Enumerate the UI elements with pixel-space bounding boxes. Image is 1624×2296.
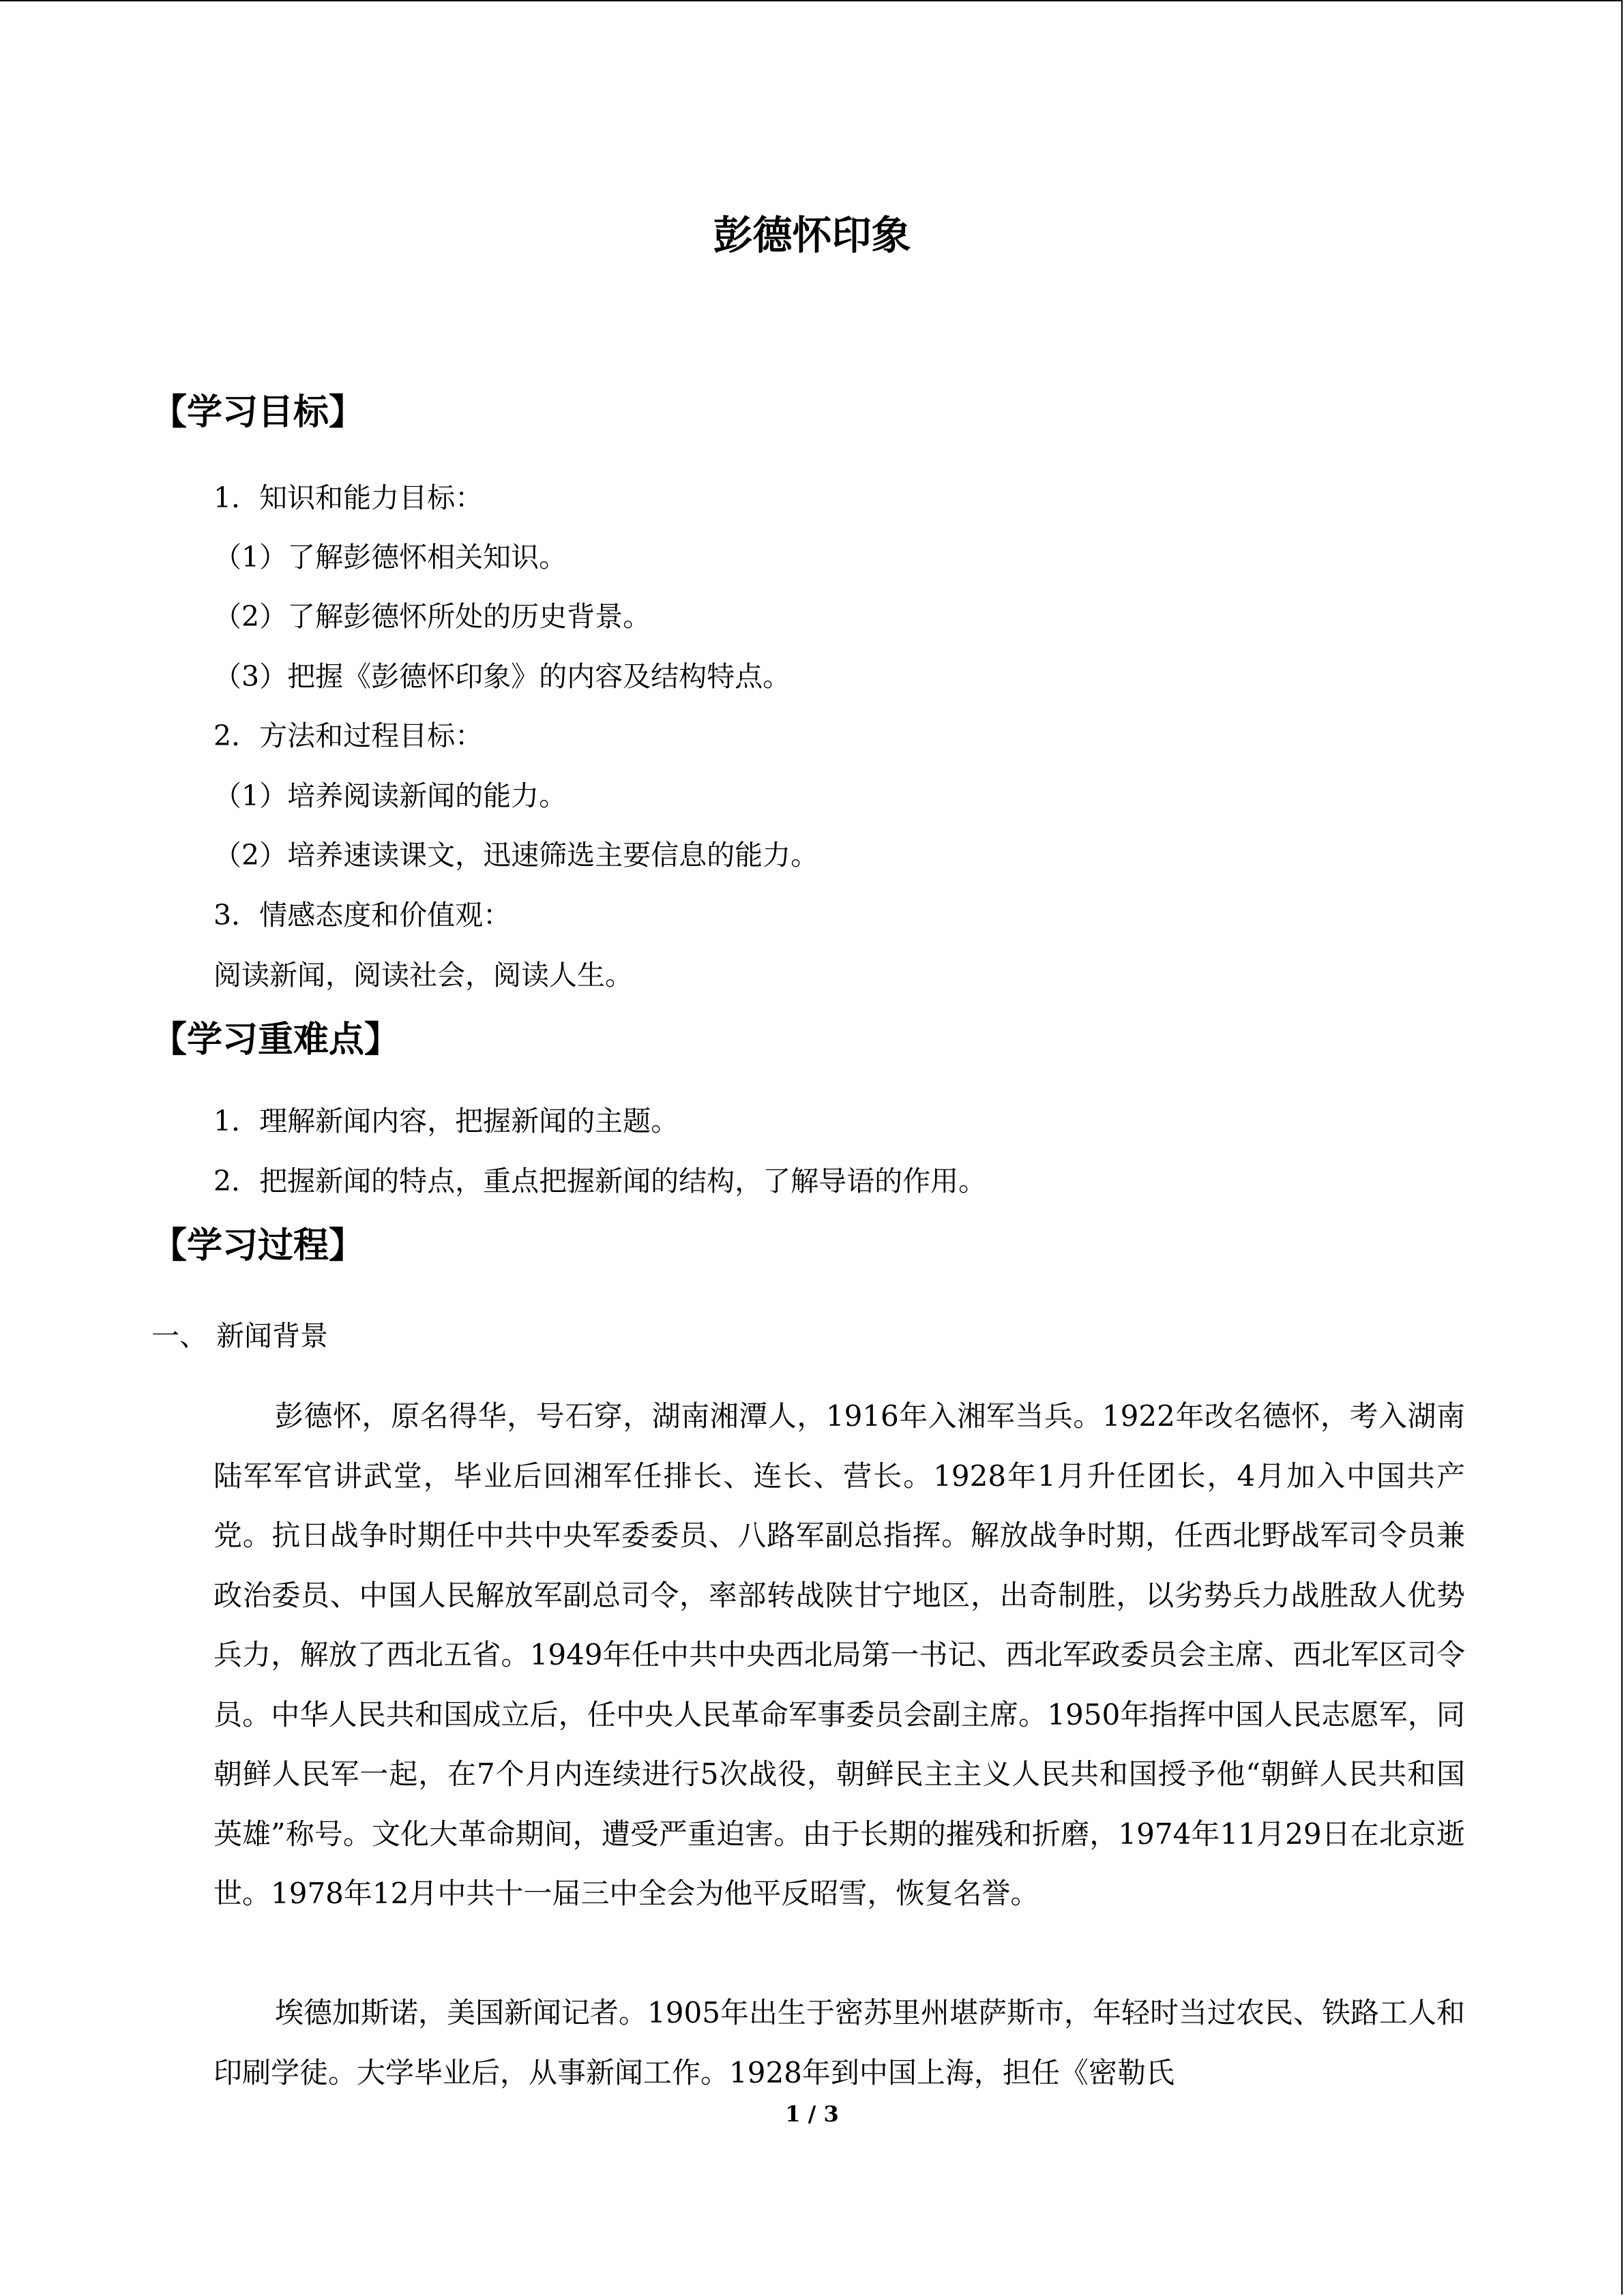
paragraph-peng-dehuai: 彭德怀，原名得华，号石穿，湖南湘潭人，1916年入湘军当兵。1922年改名德怀，考入湖南陆军军官讲武堂，毕业后回湘军任排长、连长、营长。1928年1月升任团长，4月加入中国共产党。抗日战争时期任中共中央军委委员、八路军副总指挥。解放战争时期，任西北野战军司令员兼政治委员、中国人民解放军副总司令，率部转战陕甘宁地区，出奇制胜，以劣势兵力战胜敌人优势兵力，解放了西北五省。1949年任中共中央西北局第一书记、西北军政委员会主席、西北军区司令员。中华人民共和国成立后，任中央人民革命军事委员会副主席。1950年指挥中国人民志愿军，同朝鲜人民军一起，在7个月内连续进行5次战役，朝鲜民主主义人民共和国授予他“朝鲜人民共和国英雄”称号。文化大革命期间，遭受严重迫害。由于长期的摧残和折磨，1974年11月29日在北京逝世。1978年12月中共十一届三中全会为他平反昭雪，恢复名誉。 bbox=[213, 1399, 1465, 1910]
subheading-news-background: 一、 新闻背景 bbox=[151, 1320, 329, 1352]
goal-line: （2）了解彭德怀所处的历史背景。 bbox=[213, 600, 651, 633]
goal-line: 1．知识和能力目标： bbox=[213, 481, 484, 514]
goal-line: 3．情感态度和价值观： bbox=[213, 899, 512, 931]
page-title: 彭德怀印象 bbox=[713, 212, 911, 258]
goal-line: （2）培养速读课文，迅速筛选主要信息的能力。 bbox=[213, 839, 819, 871]
goal-line: 阅读新闻，阅读社会，阅读人生。 bbox=[213, 959, 633, 992]
goal-line: （1）了解彭德怀相关知识。 bbox=[213, 541, 567, 573]
goal-line: （1）培养阅读新闻的能力。 bbox=[213, 779, 567, 812]
heading-learning-process: 【学习过程】 bbox=[151, 1225, 365, 1266]
goal-line: 2．方法和过程目标： bbox=[213, 719, 484, 752]
goal-line: （3）把握《彭德怀印象》的内容及结构特点。 bbox=[213, 660, 791, 693]
key-point-line: 2．把握新闻的特点，重点把握新闻的结构，了解导语的作用。 bbox=[213, 1165, 987, 1197]
heading-key-points: 【学习重难点】 bbox=[151, 1019, 400, 1060]
page-number: 1 / 3 bbox=[785, 2101, 839, 2127]
paragraph-edgar-snow: 埃德加斯诺，美国新闻记者。1905年出生于密苏里州堪萨斯市，年轻时当过农民、铁路工人和印刷学徒。大学毕业后，从事新闻工作。1928年到中国上海，担任《密勒氏 bbox=[213, 1996, 1465, 2089]
heading-learning-goals: 【学习目标】 bbox=[151, 392, 365, 433]
key-point-line: 1．理解新闻内容，把握新闻的主题。 bbox=[213, 1105, 679, 1137]
